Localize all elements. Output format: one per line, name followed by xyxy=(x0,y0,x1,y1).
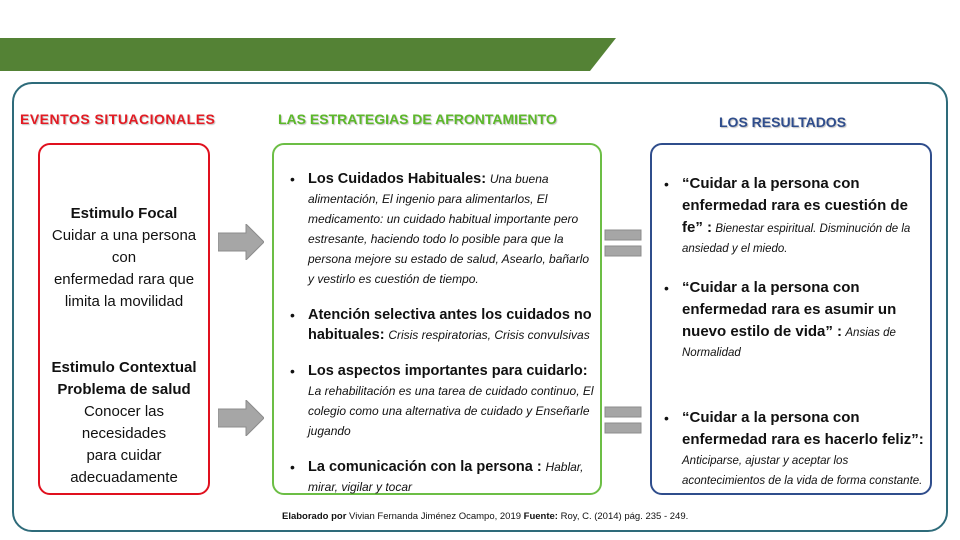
resultado-title: “Cuidar a la persona con enfermedad rara es asumir un nuevo estilo de vida” : xyxy=(682,279,897,340)
header-estrategias: LAS ESTRATEGIAS DE AFRONTAMIENTO xyxy=(278,111,557,127)
estimulo-contextual-subtitle: Problema de salud xyxy=(57,381,191,398)
resultado-desc: Anticiparse, ajustar y aceptar los acontecimientos de la vida de forma constante. xyxy=(682,455,923,487)
estimulo-contextual-title: Estimulo Contextual xyxy=(51,359,197,376)
resultado-title: “Cuidar a la persona con enfermedad rara es cuestión de fe” : xyxy=(682,175,908,236)
equals-icon xyxy=(604,229,642,257)
estimulo-contextual-line: adecuadamente xyxy=(70,469,178,486)
resultados-list xyxy=(658,173,930,491)
credit-label: Elaborado por xyxy=(282,511,347,522)
estrategia-desc: Hablar, mirar, vigilar y tocar xyxy=(308,460,584,494)
list-item xyxy=(658,407,930,491)
resultados-box xyxy=(650,143,932,495)
credit-label: Fuente: xyxy=(523,511,558,522)
header-eventos: EVENTOS SITUACIONALES xyxy=(20,111,216,127)
estimulo-focal-line: enfermedad rara que xyxy=(53,271,195,288)
header-resultados: LOS RESULTADOS xyxy=(719,114,847,130)
right-arrow-icon xyxy=(218,400,264,436)
eventos-box xyxy=(38,143,210,495)
list-item xyxy=(284,457,596,497)
list-item xyxy=(284,305,596,345)
list-item xyxy=(284,169,596,289)
estimulo-focal-line: limita la movilidad xyxy=(64,293,184,310)
list-item xyxy=(658,173,930,259)
estrategias-box xyxy=(272,143,602,495)
estrategia-desc: La rehabilitación es una tarea de cuidado continuo, El colegio como una alternativa de cuidado y Enseñarle jugando xyxy=(308,384,594,438)
title-banner xyxy=(0,38,616,71)
estrategia-title: Atención selectiva antes los cuidados no habituales: xyxy=(308,307,592,343)
estrategia-title: Los aspectos importantes para cuidarlo: xyxy=(308,363,588,379)
list-item xyxy=(658,277,930,363)
list-item xyxy=(284,361,596,441)
estimulo-focal xyxy=(40,203,208,313)
estrategia-desc: Una buena alimentación, El ingenio para alimentarlos, El medicamento: un cuidado habitual importante pero estresante, haciendo todo lo posible para que la persona mejore su estado de salud, Asearlo, bañarlo y vestirlo es cuestión de tiempo. xyxy=(308,172,590,286)
estrategia-desc: Crisis respiratorias, Crisis convulsivas xyxy=(388,328,590,342)
source-credit xyxy=(282,511,688,522)
resultado-title: “Cuidar a la persona con enfermedad rara es hacerlo feliz”: xyxy=(682,409,924,448)
resultado-desc: Bienestar espiritual. Disminución de la ansiedad y el miedo. xyxy=(682,223,911,255)
estimulo-focal-line: Cuidar a una persona con xyxy=(51,227,197,266)
resultado-desc: Ansias de Normalidad xyxy=(682,327,896,359)
estrategias-list xyxy=(284,169,596,513)
estimulo-contextual-line: Conocer las necesidades xyxy=(81,403,167,442)
estrategia-title: Los Cuidados Habituales: xyxy=(308,171,487,187)
equals-icon xyxy=(604,406,642,434)
credit-source: Roy, C. (2014) pág. 235 - 249. xyxy=(560,511,689,522)
estimulo-focal-title: Estimulo Focal xyxy=(70,205,178,222)
right-arrow-icon xyxy=(218,224,264,260)
estrategia-title: La comunicación con la persona : xyxy=(308,459,542,475)
credit-author: Vivian Fernanda Jiménez Ocampo, 2019 xyxy=(349,511,522,522)
estimulo-contextual xyxy=(40,357,208,489)
estimulo-contextual-line: para cuidar xyxy=(86,447,162,464)
